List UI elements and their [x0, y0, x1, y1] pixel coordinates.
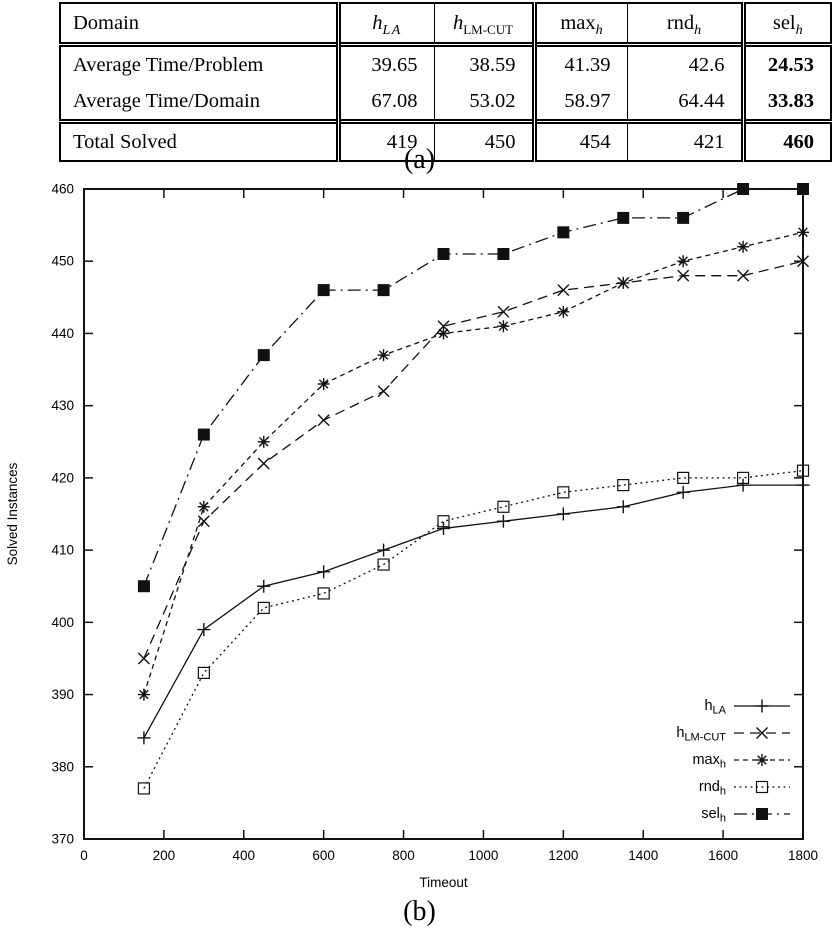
y-tick-label: 460 [51, 181, 74, 197]
y-tick-label: 370 [51, 831, 74, 847]
cell-value-best: 460 [743, 122, 831, 162]
legend-label-rnd_h: rnd$_h$ [698, 779, 726, 798]
table-header-row [60, 3, 831, 45]
cell-value-best: 33.83 [743, 83, 831, 122]
x-tick-label: 1800 [787, 848, 819, 863]
col-header-rndh: rnd$_h$ [627, 3, 743, 45]
x-tick-label: 200 [152, 848, 176, 863]
x-tick-label: 1000 [468, 848, 499, 863]
cell-value: 450 [434, 122, 534, 162]
series-h_LM-CUT [138, 256, 808, 664]
y-tick-label: 400 [51, 614, 74, 630]
y-tick-label: 380 [51, 759, 74, 775]
col-header-hlmcut: $h_{LM-CUT}$ [434, 3, 534, 45]
x-tick-label: 1600 [708, 848, 739, 863]
x-tick-label: 400 [232, 848, 256, 863]
table-row-avg-time-problem [60, 45, 831, 84]
y-tick-label: 390 [51, 687, 74, 703]
legend-label-sel_h: sel$_h$ [701, 806, 726, 825]
cell-value: 42.6 [627, 45, 743, 84]
cell-value-best: 24.53 [743, 45, 831, 84]
y-tick-label: 410 [51, 542, 74, 558]
x-tick-label: 0 [80, 848, 88, 863]
series-max_h [138, 226, 809, 700]
x-tick-label: 1200 [548, 848, 579, 863]
cell-value: 41.39 [534, 45, 627, 84]
series-rnd_h [138, 465, 808, 794]
caption-b: (b) [403, 896, 436, 927]
cell-value: 454 [534, 122, 627, 162]
y-axis-title: Solved Instances [5, 462, 20, 566]
x-axis-title: Timeout [419, 875, 468, 890]
cell-value: 67.08 [338, 83, 434, 122]
cell-value: 53.02 [434, 83, 534, 122]
row-label: Average Time/Domain [73, 89, 260, 112]
cell-value: 39.65 [338, 45, 434, 84]
legend-label-h_LM-CUT: $h_{LM-CUT}$ [676, 725, 726, 744]
y-tick-label: 430 [51, 398, 74, 414]
x-tick-label: 600 [312, 848, 335, 863]
col-header-selh: sel$_h$ [743, 3, 831, 45]
col-header-maxh: $\max_h$ [534, 3, 627, 45]
legend-label-max_h: $\max_h$ [692, 752, 726, 771]
cell-value: 58.97 [534, 83, 627, 122]
y-tick-label: 420 [51, 470, 74, 486]
results-table [59, 2, 832, 162]
caption-a: (a) [403, 144, 436, 175]
col-header-domain: Domain [73, 11, 140, 34]
x-tick-label: 1400 [628, 848, 659, 863]
row-label: Average Time/Problem [73, 53, 264, 76]
cell-value: 421 [627, 122, 743, 162]
y-tick-label: 440 [51, 325, 74, 341]
solved-instances-chart [0, 163, 839, 896]
col-header-hla: $h_{LA}$ [338, 3, 434, 45]
y-tick-label: 450 [51, 253, 74, 269]
legend-label-h_LA: $h_{LA}$ [704, 698, 726, 717]
cell-value: 38.59 [434, 45, 534, 84]
table-row-avg-time-domain [60, 83, 831, 122]
cell-value: 64.44 [627, 83, 743, 122]
legend [676, 698, 790, 825]
x-tick-label: 800 [392, 848, 415, 863]
cell-value: 419 [338, 122, 434, 162]
series-sel_h [138, 183, 809, 592]
row-label: Total Solved [73, 130, 177, 153]
